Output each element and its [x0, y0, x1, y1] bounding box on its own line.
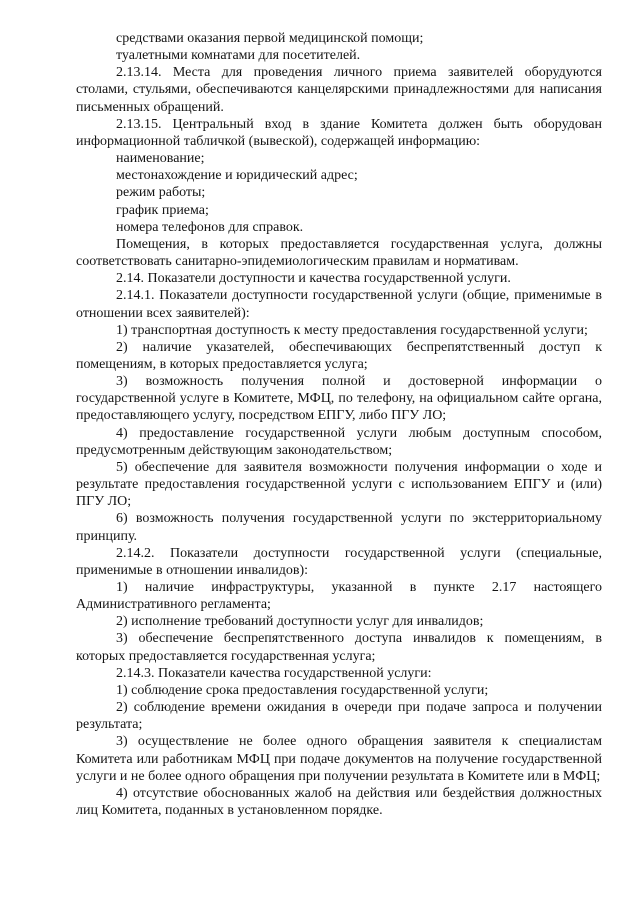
list-item: местонахождение и юридический адрес; [116, 168, 358, 184]
paragraph: Помещения, в которых предоставляется государственная услуга, должны соответствовать санитарно-эпидемиологическим правилам и нормативам. [76, 236, 602, 270]
list-item: 2) наличие указателей, обеспечивающих беспрепятственный доступ к помещениям, в которых предоставляется услуга; [76, 339, 602, 372]
paragraph: 2.14.2. Показатели доступности государственной услуги (специальные, применимые в отношении инвалидов): [76, 545, 602, 578]
section-heading: 2.14. Показатели доступности и качества государственной услуги. [116, 271, 511, 287]
paragraph: средствами оказания первой медицинской помощи; [116, 31, 424, 46]
list-item: 6) возможность получения государственной услуги по экстерриториальному принципу. [76, 511, 602, 544]
paragraph: 2.14.3. Показатели качества государственной услуги: [116, 665, 432, 681]
list-item: 4) предоставление государственной услуги любым доступным способом, предусмотренным действующим законодательством; [76, 425, 602, 458]
list-item: 1) соблюдение срока предоставления государственной услуги; [116, 682, 489, 698]
list-item: наименование; [116, 151, 205, 167]
list-item: 1) транспортная доступность к месту предоставления государственной услуги; [116, 322, 588, 338]
list-item: 2) исполнение требований доступности услуг для инвалидов; [116, 614, 484, 630]
paragraph: 2.13.15. Центральный вход в здание Комитета должен быть оборудован информационной табличкой (вывеской), содержащей информацию: [76, 116, 602, 149]
list-item: номера телефонов для справок. [116, 219, 304, 235]
list-item: 2) соблюдение времени ожидания в очереди при подаче запроса и получении результата; [76, 700, 602, 733]
list-item: 3) возможность получения полной и достоверной информации о государственной услуге в Комитете, МФЦ, по телефону, на официальном сайте органа, предоставляющего услугу, посредством ЕПГУ, либо ПГУ ЛО; [76, 374, 602, 424]
list-item: 3) обеспечение беспрепятственного доступа инвалидов к помещениям, в которых предоставляется государственная услуга; [76, 631, 602, 664]
list-item: 4) отсутствие обоснованных жалоб на действия или бездействия должностных лиц Комитета, поданных в установленном порядке. [76, 785, 602, 819]
paragraph: 2.14.1. Показатели доступности государственной услуги (общие, применимые в отношении всех заявителей): [76, 288, 602, 321]
list-item: график приема; [116, 202, 209, 218]
paragraph: 2.13.14. Места для проведения личного приема заявителей оборудуются столами, стульями, обеспечиваются канцелярскими принадлежностями для написания письменных обращений. [76, 65, 602, 115]
list-item: 1) наличие инфраструктуры, указанной в пункте 2.17 настоящего Административного регламента; [76, 580, 602, 613]
list-item: 5) обеспечение для заявителя возможности получения информации о ходе и результате предоставления государственной услуги с использованием ЕПГУ и (или) ПГУ ЛО; [76, 459, 602, 510]
paragraph: туалетными комнатами для посетителей. [116, 48, 361, 64]
list-item: режим работы; [116, 185, 206, 201]
list-item: 3) осуществление не более одного обращения заявителя к специалистам Комитета или работникам МФЦ при подаче документов на получение государственной услуги и не более одного обращения при получении результата в Комитете или в МФЦ; [76, 734, 602, 784]
